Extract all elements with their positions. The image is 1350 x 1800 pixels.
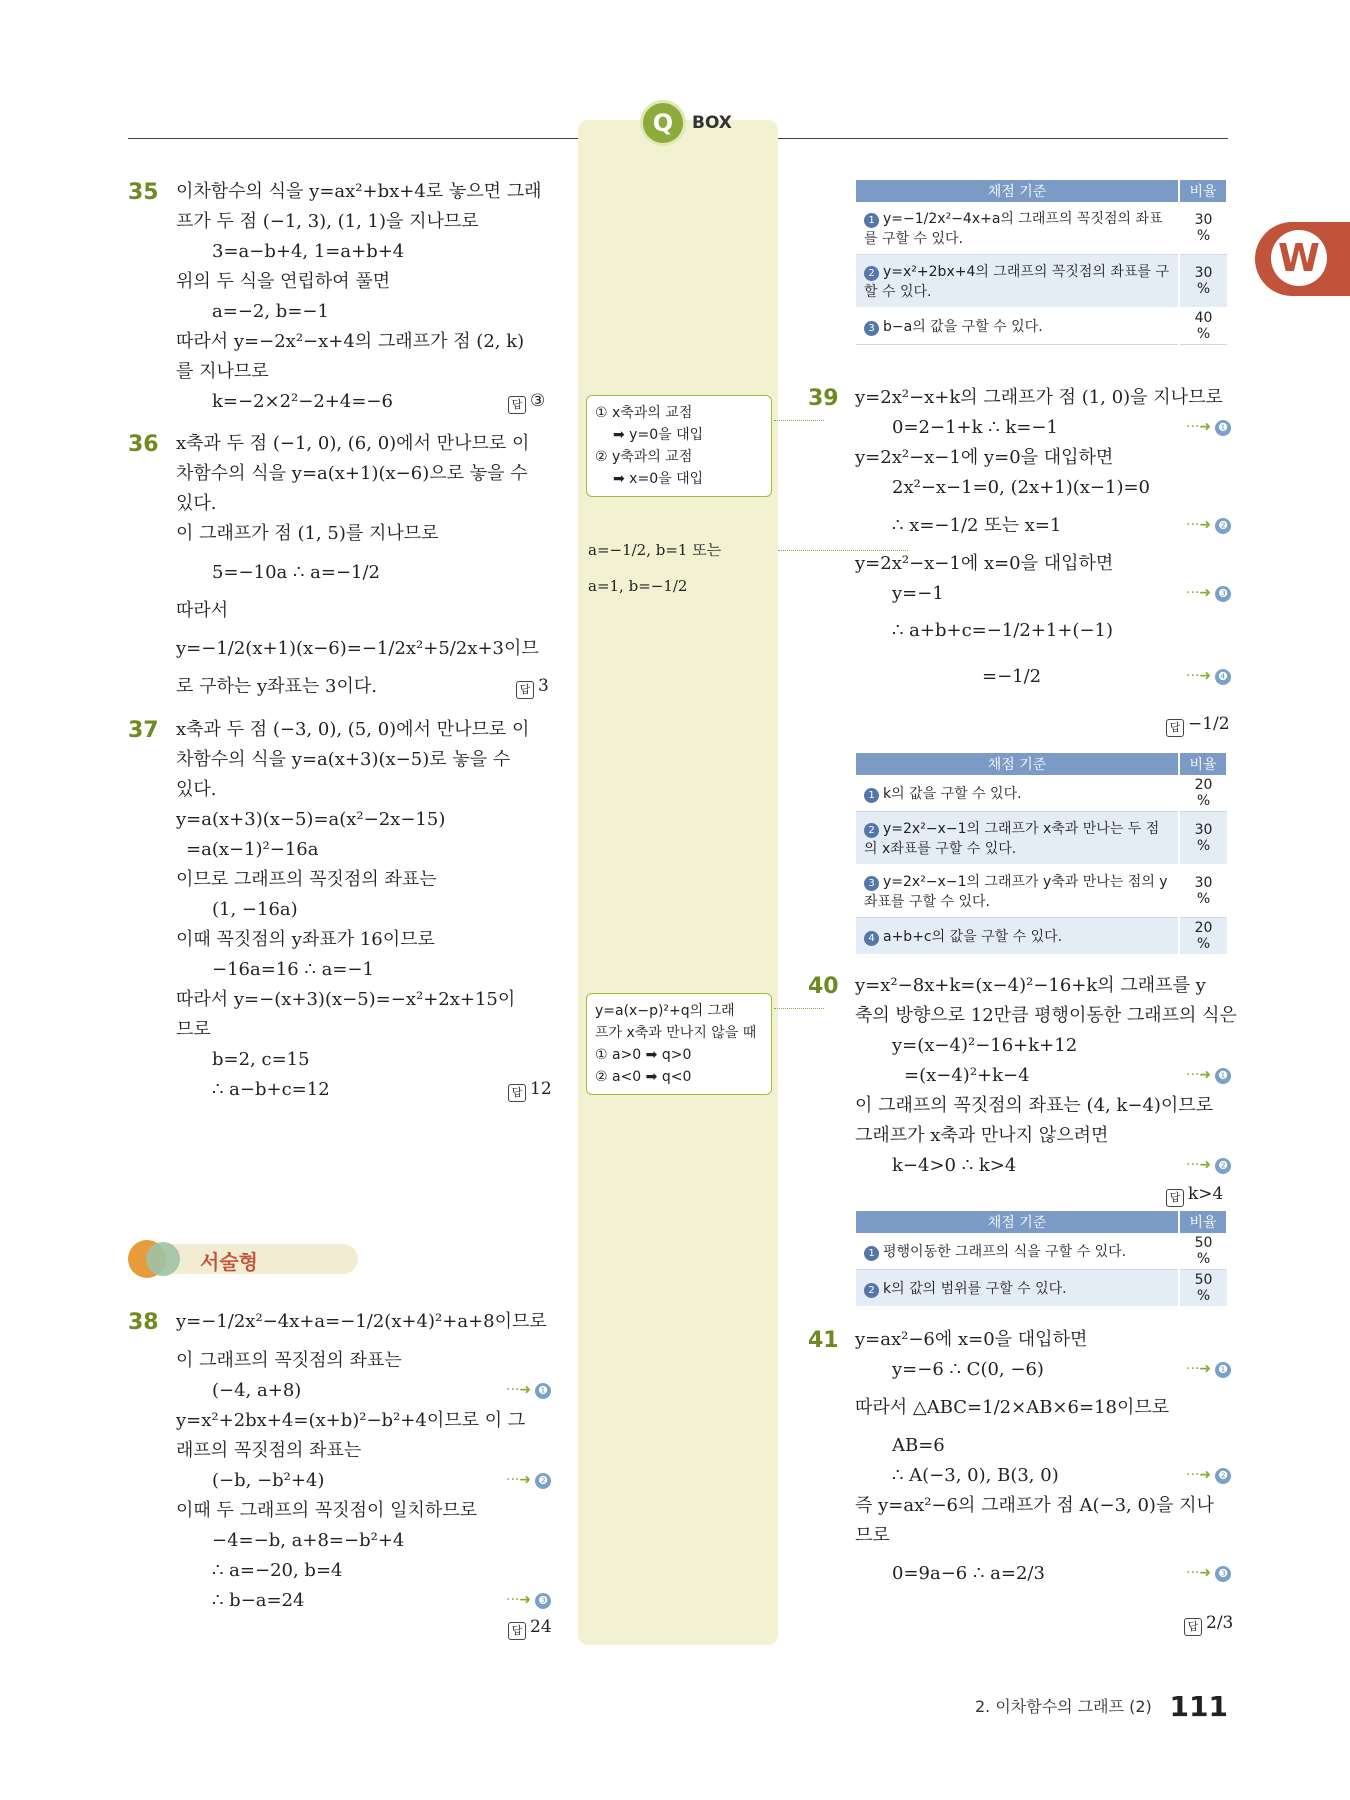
table-row [856, 1233, 1227, 1270]
qbox-q-icon: Q [640, 100, 686, 146]
step-icon: 1 [864, 788, 879, 803]
text-line: 즉 y=ax²−6의 그래프가 점 A(−3, 0)을 지나 [855, 1495, 1214, 1516]
table-row [856, 202, 1227, 255]
qbox-note [586, 993, 772, 1095]
note-line: ② a<0 ➡ q<0 [595, 1069, 692, 1085]
note-line: 프가 x축과 만나지 않을 때 [595, 1025, 757, 1041]
table-header: 비율 [1179, 180, 1227, 202]
qbox-label: BOX [692, 113, 732, 133]
text-line: y=−1 [892, 583, 944, 604]
answer: 답 k>4 [1166, 1184, 1223, 1207]
text-line: ∴ a+b+c=−1/2+1+(−1) [892, 620, 1114, 641]
qbox-note [586, 395, 772, 497]
w-logo-icon: W [1271, 230, 1327, 286]
text-line: −16a=16 ∴ a=−1 [212, 959, 374, 980]
text-line: 를 지나므로 [176, 361, 269, 382]
table-cell: 30 % [1179, 202, 1227, 255]
text-line: (−4, a+8) [212, 1380, 302, 1401]
step-icon: 3 [864, 321, 879, 336]
text-line: 따라서 y=−2x²−x+4의 그래프가 점 (2, k) [176, 331, 525, 352]
step-icon: 1 [864, 213, 879, 228]
table-header: 채점 기준 [856, 180, 1179, 202]
problem-number: 40 [808, 974, 839, 999]
leader-line [778, 550, 908, 551]
leader-line [774, 420, 824, 421]
text-line: 따라서 △ABC=1/2×AB×6=18이므로 [855, 1397, 1170, 1418]
text-line: −4=−b, a+8=−b²+4 [212, 1530, 405, 1551]
note-line: y=a(x−p)²+q의 그래 [595, 1003, 735, 1019]
step-marker: ···➜ ❸ [506, 1592, 551, 1609]
table-cell: y=2x²−x−1의 그래프가 x축과 만나는 두 점의 x좌표를 구할 수 있다. [864, 821, 1160, 857]
text-line: 0=9a−6 ∴ a=2/3 [892, 1563, 1045, 1584]
note-line: ① x축과의 교점 [595, 405, 693, 421]
text-line: ∴ a−b+c=12 [212, 1079, 330, 1100]
text-line: y=(x−4)²−16+k+12 [892, 1035, 1078, 1056]
answer-icon: 답 [508, 1084, 526, 1102]
table-header: 비율 [1179, 1211, 1227, 1233]
step-marker: ···➜ ❶ [1186, 419, 1231, 436]
table-row [856, 775, 1227, 812]
scoring-table [856, 1211, 1228, 1307]
problem-number: 41 [808, 1328, 839, 1353]
answer: 답 24 [508, 1617, 552, 1640]
page-number: 111 [1169, 1690, 1228, 1723]
answer-icon: 답 [516, 681, 534, 699]
answer: 답 12 [508, 1079, 552, 1102]
answer: 답 2/3 [1184, 1613, 1233, 1636]
note-line: ② y축과의 교점 [595, 449, 693, 465]
table-cell: 20 % [1179, 918, 1227, 955]
chapter-title: 2. 이차함수의 그래프 (2) [974, 1697, 1152, 1716]
qbox-note [588, 532, 721, 604]
text-line: y=x²−8x+k=(x−4)²−16+k의 그래프를 y [855, 975, 1206, 996]
table-cell: 30 % [1179, 865, 1227, 918]
table-cell: 평행이동한 그래프의 식을 구할 수 있다. [883, 1244, 1127, 1260]
note-line: a=−1/2, b=1 또는 [588, 541, 722, 559]
text-line: y=x²+2bx+4=(x+b)²−b²+4이므로 이 그 [176, 1410, 526, 1431]
table-header: 채점 기준 [856, 753, 1179, 775]
text-line: 이 그래프가 점 (1, 5)를 지나므로 [176, 523, 439, 544]
text-line: =(x−4)²+k−4 [904, 1065, 1030, 1086]
step-marker: ···➜ ❶ [1186, 1067, 1231, 1084]
scoring-table [856, 753, 1228, 955]
table-header: 채점 기준 [856, 1211, 1179, 1233]
text-line: y=−1/2(x+1)(x−6)=−1/2x²+5/2x+3이므 [176, 638, 539, 659]
step-icon: 2 [864, 1283, 879, 1298]
answer: 답 ③ [508, 391, 545, 414]
text-line: y=2x²−x+k의 그래프가 점 (1, 0)을 지나므로 [855, 387, 1223, 408]
table-cell: 50 % [1179, 1233, 1227, 1270]
text-line: 5=−10a ∴ a=−1/2 [212, 562, 381, 583]
step-marker: ···➜ ❶ [1186, 1361, 1231, 1378]
problem-number: 38 [128, 1310, 159, 1335]
text-line: x축과 두 점 (−1, 0), (6, 0)에서 만나므로 이 [176, 433, 530, 454]
table-cell: y=2x²−x−1의 그래프가 y축과 만나는 점의 y좌표를 구할 수 있다. [864, 874, 1168, 910]
problem-number: 36 [128, 432, 159, 457]
text-line: ∴ a=−20, b=4 [212, 1560, 343, 1581]
page-footer [975, 1690, 1228, 1723]
text-line: y=a(x+3)(x−5)=a(x²−2x−15) [176, 809, 446, 830]
step-marker: ···➜ ❷ [1186, 1157, 1231, 1174]
answer-icon: 답 [508, 1622, 526, 1640]
text-line: x축과 두 점 (−3, 0), (5, 0)에서 만나므로 이 [176, 719, 530, 740]
text-line: 0=2−1+k ∴ k=−1 [892, 417, 1058, 438]
note-line: ① a>0 ➡ q>0 [595, 1047, 692, 1063]
note-line: ➡ y=0을 대입 [613, 427, 704, 443]
answer-icon: 답 [1184, 1618, 1202, 1636]
section-circle-icon [146, 1242, 180, 1276]
text-line: AB=6 [892, 1435, 945, 1456]
text-line: 이 그래프의 꼭짓점의 좌표는 (4, k−4)이므로 [855, 1095, 1214, 1116]
text-line: ∴ x=−1/2 또는 x=1 [892, 515, 1062, 536]
note-line: a=1, b=−1/2 [588, 577, 688, 595]
note-line: ➡ x=0을 대입 [613, 471, 704, 487]
leader-line [774, 1008, 824, 1009]
section-header [128, 1240, 358, 1278]
text-line: y=−6 ∴ C(0, −6) [892, 1359, 1044, 1380]
text-line: b=2, c=15 [212, 1049, 310, 1070]
step-marker: ···➜ ❹ [1186, 668, 1231, 685]
step-marker: ···➜ ❸ [1186, 585, 1231, 602]
step-icon: 3 [864, 876, 879, 891]
text-line: 므로 [176, 1019, 211, 1040]
text-line: a=−2, b=−1 [212, 301, 329, 322]
step-icon: 1 [864, 1246, 879, 1261]
table-cell: 30 % [1179, 812, 1227, 865]
chapter-tab [1255, 222, 1350, 296]
text-line: 이차함수의 식을 y=ax²+bx+4로 놓으면 그래 [176, 181, 542, 202]
text-line: y=2x²−x−1에 x=0을 대입하면 [855, 553, 1114, 574]
answer-icon: 답 [1166, 1189, 1184, 1207]
table-cell: y=−1/2x²−4x+a의 그래프의 꼭짓점의 좌표를 구할 수 있다. [864, 211, 1163, 247]
text-line: 있다. [176, 493, 217, 514]
step-marker: ···➜ ❷ [1186, 517, 1231, 534]
table-row [856, 1270, 1227, 1307]
text-line: 로 구하는 y좌표는 3이다. [176, 676, 377, 697]
table-row [856, 918, 1227, 955]
text-line: =a(x−1)²−16a [186, 839, 319, 860]
problem-number: 39 [808, 386, 839, 411]
text-line: =−1/2 [982, 666, 1042, 687]
text-line: 이므로 그래프의 꼭짓점의 좌표는 [176, 869, 437, 890]
text-line: 차함수의 식을 y=a(x+3)(x−5)로 놓을 수 [176, 749, 511, 770]
answer: 답 3 [516, 676, 549, 699]
qbox-logo [640, 100, 732, 146]
text-line: 그래프가 x축과 만나지 않으려면 [855, 1125, 1109, 1146]
text-line: ∴ A(−3, 0), B(3, 0) [892, 1465, 1059, 1486]
table-cell: a+b+c의 값을 구할 수 있다. [883, 929, 1063, 945]
text-line: 2x²−x−1=0, (2x+1)(x−1)=0 [892, 477, 1151, 498]
text-line: 프가 두 점 (−1, 3), (1, 1)을 지나므로 [176, 211, 479, 232]
table-cell: k의 값의 범위를 구할 수 있다. [883, 1281, 1067, 1297]
text-line: k−4>0 ∴ k>4 [892, 1155, 1017, 1176]
table-cell: 50 % [1179, 1270, 1227, 1307]
text-line: 위의 두 식을 연립하여 풀면 [176, 271, 391, 292]
text-line: 이때 두 그래프의 꼭짓점이 일치하므로 [176, 1500, 478, 1521]
table-cell: k의 값을 구할 수 있다. [883, 786, 1022, 802]
text-line: (−b, −b²+4) [212, 1470, 325, 1491]
text-line: 따라서 [176, 600, 229, 621]
step-icon: 2 [864, 266, 879, 281]
table-row [856, 308, 1227, 345]
text-line: 이 그래프의 꼭짓점의 좌표는 [176, 1350, 402, 1371]
text-line: 므로 [855, 1525, 890, 1546]
text-line: (1, −16a) [212, 899, 298, 920]
text-line: 따라서 y=−(x+3)(x−5)=−x²+2x+15이 [176, 989, 516, 1010]
table-cell: b−a의 값을 구할 수 있다. [883, 319, 1043, 335]
step-icon: 2 [864, 823, 879, 838]
section-pill [158, 1244, 358, 1274]
text-line: y=2x²−x−1에 y=0을 대입하면 [855, 447, 1114, 468]
scoring-table [856, 180, 1228, 345]
text-line: 축의 방향으로 12만큼 평행이동한 그래프의 식은 [855, 1005, 1237, 1026]
step-icon: 4 [864, 931, 879, 946]
table-row [856, 812, 1227, 865]
text-line: y=−1/2x²−4x+a=−1/2(x+4)²+a+8이므로 [176, 1311, 547, 1332]
text-line: ∴ b−a=24 [212, 1590, 305, 1611]
text-line: 차함수의 식을 y=a(x+1)(x−6)으로 놓을 수 [176, 463, 528, 484]
problem-number: 37 [128, 718, 159, 743]
step-marker: ···➜ ❷ [506, 1472, 551, 1489]
table-row [856, 255, 1227, 308]
text-line: 3=a−b+4, 1=a+b+4 [212, 241, 405, 262]
text-line: 래프의 꼭짓점의 좌표는 [176, 1440, 362, 1461]
table-cell: 30 % [1179, 255, 1227, 308]
table-cell: 20 % [1179, 775, 1227, 812]
step-marker: ···➜ ❸ [1186, 1565, 1231, 1582]
answer-icon: 답 [1166, 719, 1184, 737]
section-label: 서술형 [200, 1250, 258, 1274]
step-marker: ···➜ ❷ [1186, 1467, 1231, 1484]
text-line: 이때 꼭짓점의 y좌표가 16이므로 [176, 929, 435, 950]
answer-icon: 답 [508, 396, 526, 414]
table-header: 비율 [1179, 753, 1227, 775]
step-marker: ···➜ ❶ [506, 1382, 551, 1399]
answer: 답 −1/2 [1166, 714, 1230, 737]
text-line: 있다. [176, 779, 217, 800]
text-line: k=−2×2²−2+4=−6 [212, 391, 393, 412]
text-line: y=ax²−6에 x=0을 대입하면 [855, 1329, 1088, 1350]
qbox-sidebar [578, 120, 778, 1645]
table-cell: y=x²+2bx+4의 그래프의 꼭짓점의 좌표를 구할 수 있다. [864, 264, 1169, 300]
problem-number: 35 [128, 180, 159, 205]
table-row [856, 865, 1227, 918]
table-cell: 40 % [1179, 308, 1227, 345]
